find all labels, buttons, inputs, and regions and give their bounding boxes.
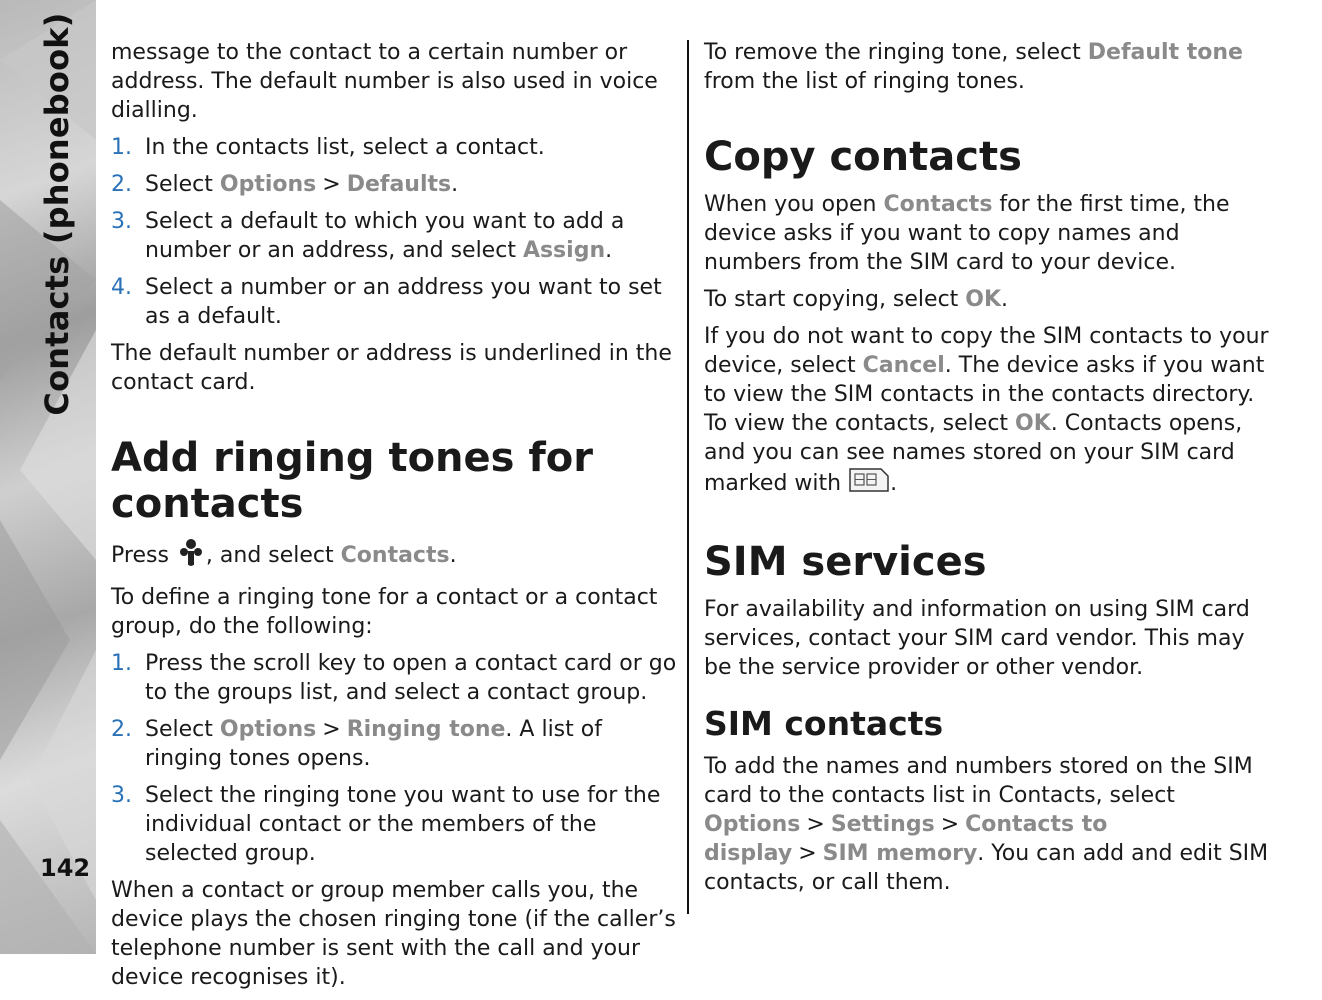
step-text: . A list of ringing tones opens.	[145, 717, 602, 771]
press-paragraph: Press , and select Contacts.	[111, 537, 677, 575]
step-number: 3.	[111, 783, 132, 808]
right-column	[704, 38, 1270, 905]
step-number: 1.	[111, 135, 132, 160]
step-text: Select a number or an address you want to set as a default.	[145, 275, 662, 329]
remove-tone-paragraph: To remove the ringing tone, select Default tone from the list of ringing tones.	[704, 40, 1243, 94]
ui-term-options: Options	[219, 717, 317, 742]
ui-term-contacts-to-display: Contacts to display	[704, 812, 1108, 866]
heading-add-ringing-tones: Add ringing tones for contacts	[111, 435, 593, 527]
step-text: Select	[145, 172, 220, 197]
ui-term-options: Options	[704, 812, 801, 837]
step-number: 2.	[111, 172, 132, 197]
list-item	[111, 207, 677, 265]
column-divider	[687, 40, 689, 914]
menu-key-icon	[176, 537, 206, 575]
page-number: 142	[40, 854, 91, 882]
path-separator: >	[322, 717, 341, 742]
list-item	[111, 273, 677, 331]
path-separator: >	[806, 812, 825, 837]
left-column	[111, 38, 677, 1000]
step-number: 4.	[111, 275, 132, 300]
ui-term-options: Options	[219, 172, 317, 197]
underline-note: The default number or address is underlined in the contact card.	[111, 341, 672, 395]
ui-term-defaults: Defaults	[346, 172, 452, 197]
list-item	[111, 781, 677, 868]
path-separator: >	[798, 841, 817, 866]
copy-paragraph-1: When you open Contacts for the first time, the device asks if you want to copy names and numbers from the SIM card to your device.	[704, 192, 1230, 275]
ui-term-ok: OK	[1015, 411, 1051, 436]
heading-sim-services: SIM services	[704, 539, 987, 585]
sidebar	[0, 0, 96, 954]
path-separator: >	[322, 172, 341, 197]
ui-term-ringing-tone: Ringing tone	[346, 717, 506, 742]
step-text: Select the ringing tone you want to use for the individual contact or the members of the selected group.	[145, 783, 661, 866]
copy-paragraph-3: If you do not want to copy the SIM contacts to your device, select Cancel. The device asks if you want to view the SIM contacts in the contacts directory. To view the contacts, select OK. Contacts opens, and you can see names stored on your SIM card marked with .	[704, 322, 1270, 501]
list-item	[111, 649, 677, 707]
step-text: Press the scroll key to open a contact card or go to the groups list, and select a contact group.	[145, 651, 677, 705]
step-number: 1.	[111, 651, 132, 676]
ui-term-default-tone: Default tone	[1087, 40, 1243, 65]
ui-term-sim-memory: SIM memory	[822, 841, 978, 866]
step-number: 2.	[111, 717, 132, 742]
ui-term-assign: Assign	[522, 238, 606, 263]
defaults-steps	[111, 133, 677, 331]
ringing-tone-steps	[111, 649, 677, 868]
step-number: 3.	[111, 209, 132, 234]
ui-term-cancel: Cancel	[862, 353, 945, 378]
section-title-vertical: Contacts (phonebook)	[38, 12, 76, 416]
sim-contacts-paragraph: To add the names and numbers stored on the SIM card to the contacts list in Contacts, select Options > Settings > Contacts to display > SIM memory. You can add and edit SIM contacts, or call them.	[704, 754, 1269, 895]
sim-card-icon	[848, 467, 890, 501]
path-separator: >	[940, 812, 960, 837]
step-text: .	[451, 172, 459, 197]
define-paragraph: To define a ringing tone for a contact or a contact group, do the following:	[111, 585, 658, 639]
ui-term-ok: OK	[965, 287, 1002, 312]
ui-term-contacts: Contacts	[340, 543, 450, 568]
heading-copy-contacts: Copy contacts	[704, 134, 1022, 180]
list-item	[111, 133, 677, 162]
intro-paragraph: message to the contact to a certain number or address. The default number is also used in voice dialling.	[111, 40, 658, 123]
sim-services-paragraph: For availability and information on using SIM card services, contact your SIM card vendor. This may be the service provider or other vendor.	[704, 597, 1250, 680]
step-text: In the contacts list, select a contact.	[145, 135, 545, 160]
copy-paragraph-2: To start copying, select OK.	[704, 287, 1009, 312]
closing-paragraph: When a contact or group member calls you, the device plays the chosen ringing tone (if the caller’s telephone number is sent with the call and your device recognises it).	[111, 878, 676, 990]
ui-term-settings: Settings	[830, 812, 935, 837]
step-text: Select a default to which you want to add a number or an address, and select	[145, 209, 625, 263]
list-item	[111, 715, 677, 773]
step-text: Select	[145, 717, 220, 742]
ui-term-contacts: Contacts	[883, 192, 993, 217]
step-text: .	[605, 238, 613, 263]
heading-sim-contacts: SIM contacts	[704, 704, 944, 743]
list-item	[111, 170, 677, 199]
